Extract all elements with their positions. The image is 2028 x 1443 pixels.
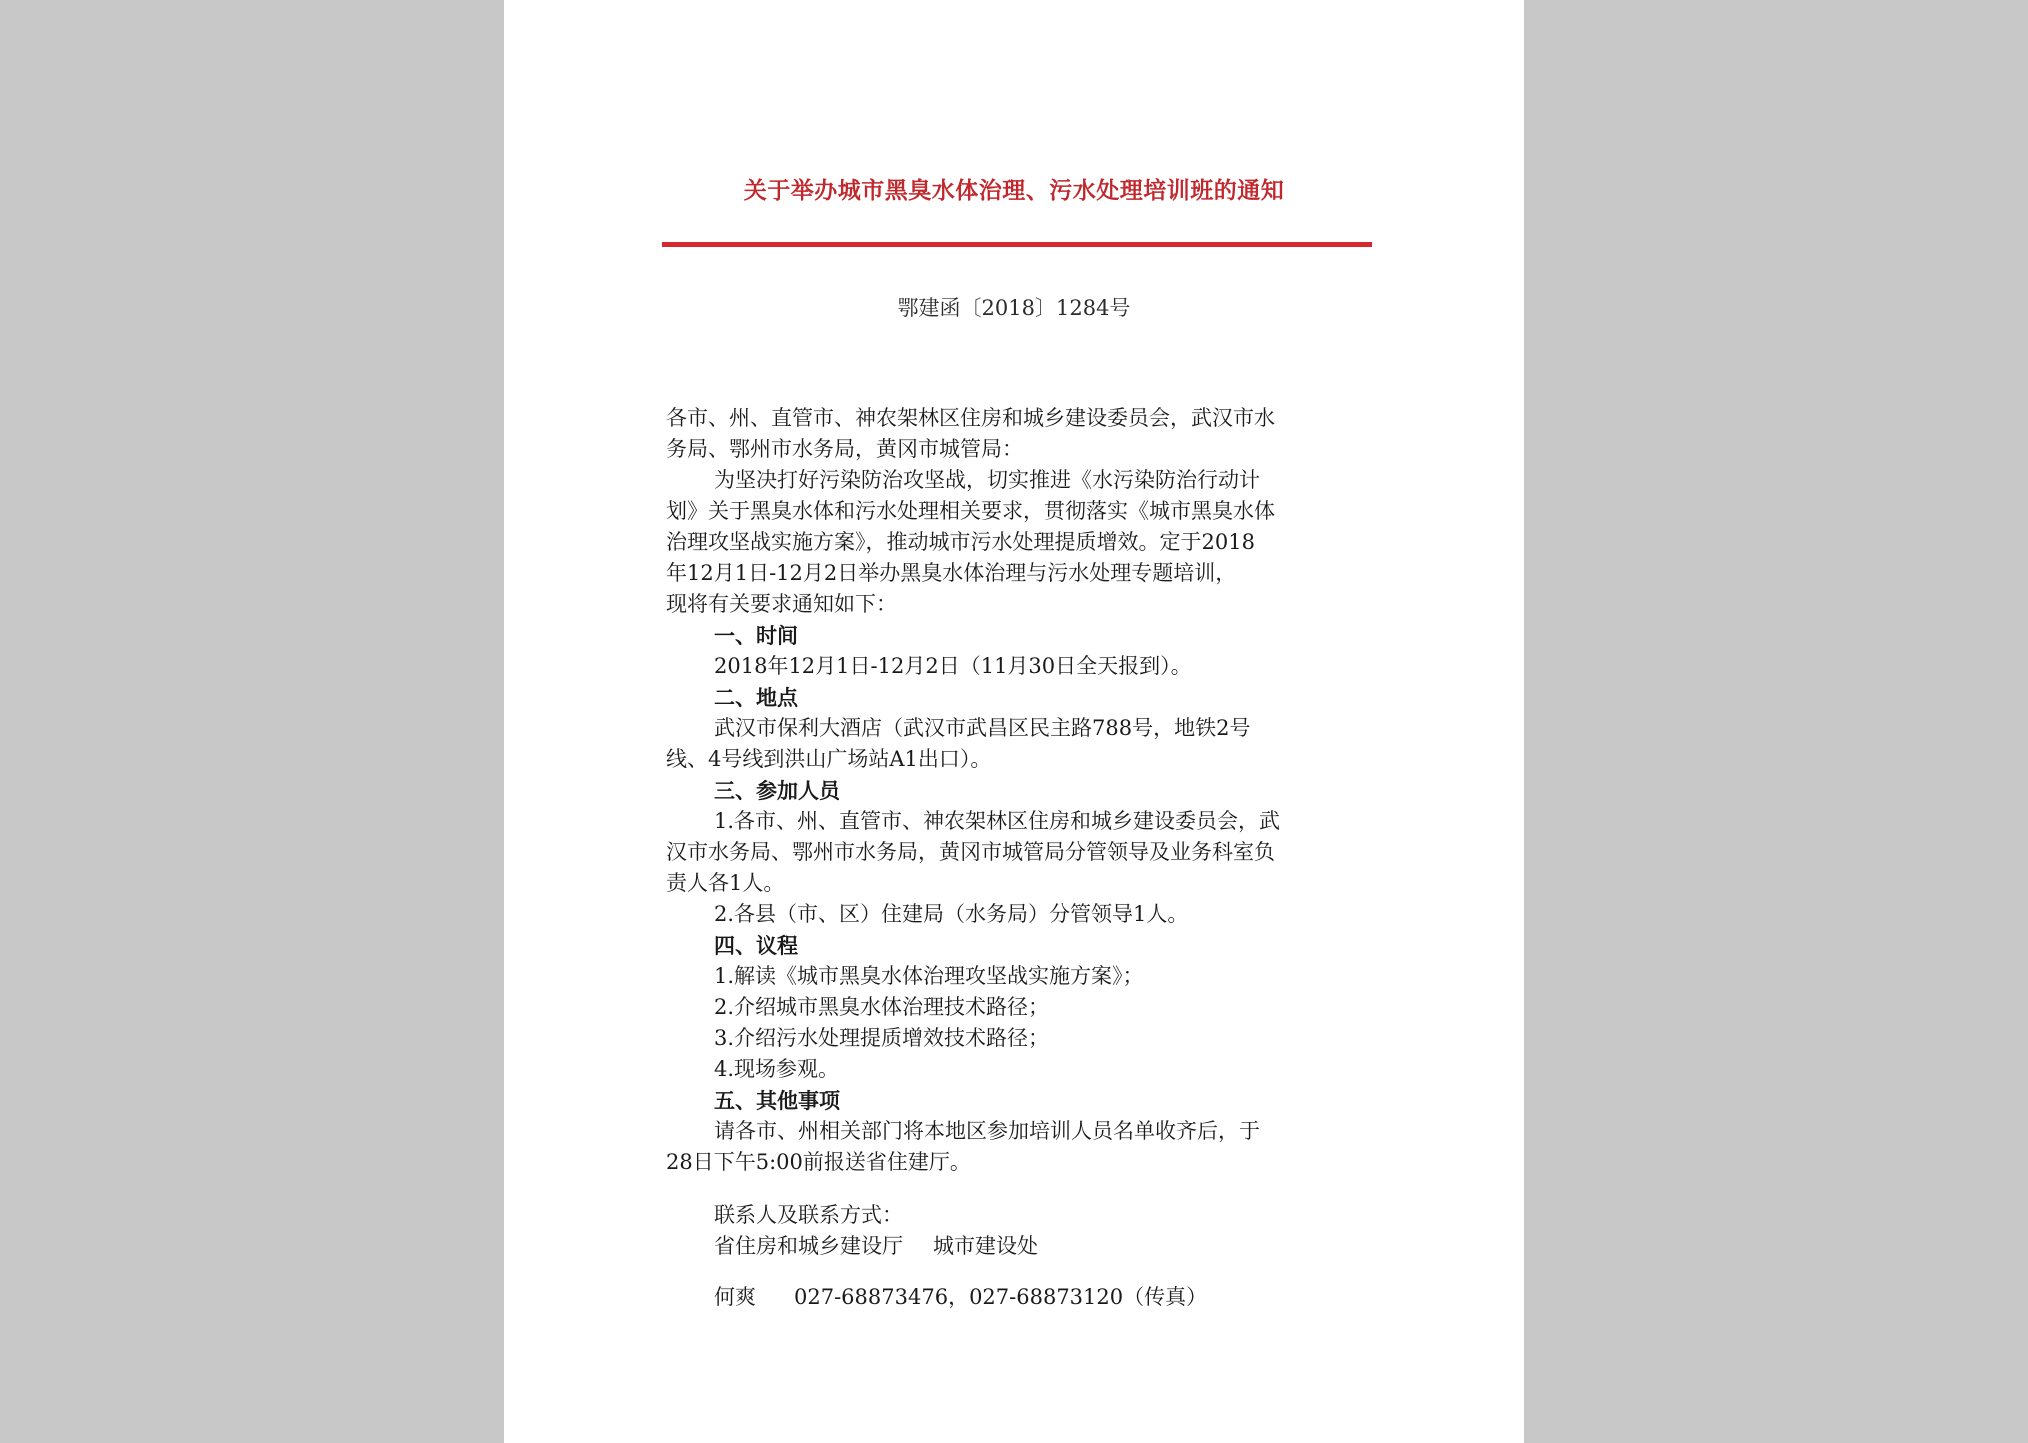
contact-person-line <box>666 1282 1376 1313</box>
document-body <box>666 403 1376 1313</box>
section-other-line: 请各市、州相关部门将本地区参加培训人员名单收齐后，于 <box>714 1119 1260 1143</box>
section-agenda-line: 3.介绍污水处理提质增效技术路径； <box>714 1026 1050 1050</box>
section-participants-line: 汉市水务局、鄂州市水务局，黄冈市城管局分管领导及业务科室负 <box>666 840 1275 864</box>
document-page <box>504 0 1524 1443</box>
contact-dept: 城市建设处 <box>933 1234 1038 1258</box>
section-heading-place: 二、地点 <box>714 685 798 710</box>
spacer <box>666 1178 1376 1200</box>
intro-line: 治理攻坚战实施方案》，推动城市污水处理提质增效。定于2018 <box>666 530 1255 554</box>
section-time-line: 2018年12月1日-12月2日（11月30日全天报到）。 <box>714 654 1192 678</box>
contact-person: 何爽 <box>714 1285 756 1309</box>
section-participants-line: 2.各县（市、区）住建局（水务局）分管领导1人。 <box>714 902 1189 926</box>
section-place-line: 线、4号线到洪山广场站A1出口）。 <box>666 747 992 771</box>
section-place-line: 武汉市保利大酒店（武汉市武昌区民主路788号，地铁2号 <box>714 716 1251 740</box>
section-heading-agenda: 四、议程 <box>714 933 798 958</box>
document-number: 鄂建函〔2018〕1284号 <box>897 296 1131 320</box>
intro-line: 现将有关要求通知如下： <box>666 592 897 616</box>
document-title: 关于举办城市黑臭水体治理、污水处理培训班的通知 <box>743 177 1285 204</box>
addressee-line: 各市、州、直管市、神农架林区住房和城乡建设委员会，武汉市水 <box>666 406 1275 430</box>
section-agenda-line: 4.现场参观。 <box>714 1057 840 1081</box>
section-heading-participants: 三、参加人员 <box>714 778 840 803</box>
contact-org-line <box>666 1231 1376 1262</box>
contact-label: 联系人及联系方式： <box>714 1203 903 1227</box>
red-header-rule <box>662 242 1372 247</box>
intro-line: 年12月1日-12月2日举办黑臭水体治理与污水处理专题培训， <box>666 561 1237 585</box>
contact-org: 省住房和城乡建设厅 <box>714 1234 903 1258</box>
section-heading-other: 五、其他事项 <box>714 1088 840 1113</box>
intro-line: 划》关于黑臭水体和污水处理相关要求，贯彻落实《城市黑臭水体 <box>666 499 1275 523</box>
spacer <box>666 1262 1376 1282</box>
section-other-line: 28日下午5:00前报送省住建厅。 <box>666 1150 971 1174</box>
section-agenda-line: 1.解读《城市黑臭水体治理攻坚战实施方案》； <box>714 964 1144 988</box>
intro-line: 为坚决打好污染防治攻坚战，切实推进《水污染防治行动计 <box>714 468 1260 492</box>
addressee-line: 务局、鄂州市水务局，黄冈市城管局： <box>666 437 1023 461</box>
section-participants-line: 责人各1人。 <box>666 871 785 895</box>
section-heading-time: 一、时间 <box>714 623 798 648</box>
section-participants-line: 1.各市、州、直管市、神农架林区住房和城乡建设委员会，武 <box>714 809 1281 833</box>
contact-phones: 027-68873476，027-68873120（传真） <box>794 1285 1208 1309</box>
section-agenda-line: 2.介绍城市黑臭水体治理技术路径； <box>714 995 1050 1019</box>
